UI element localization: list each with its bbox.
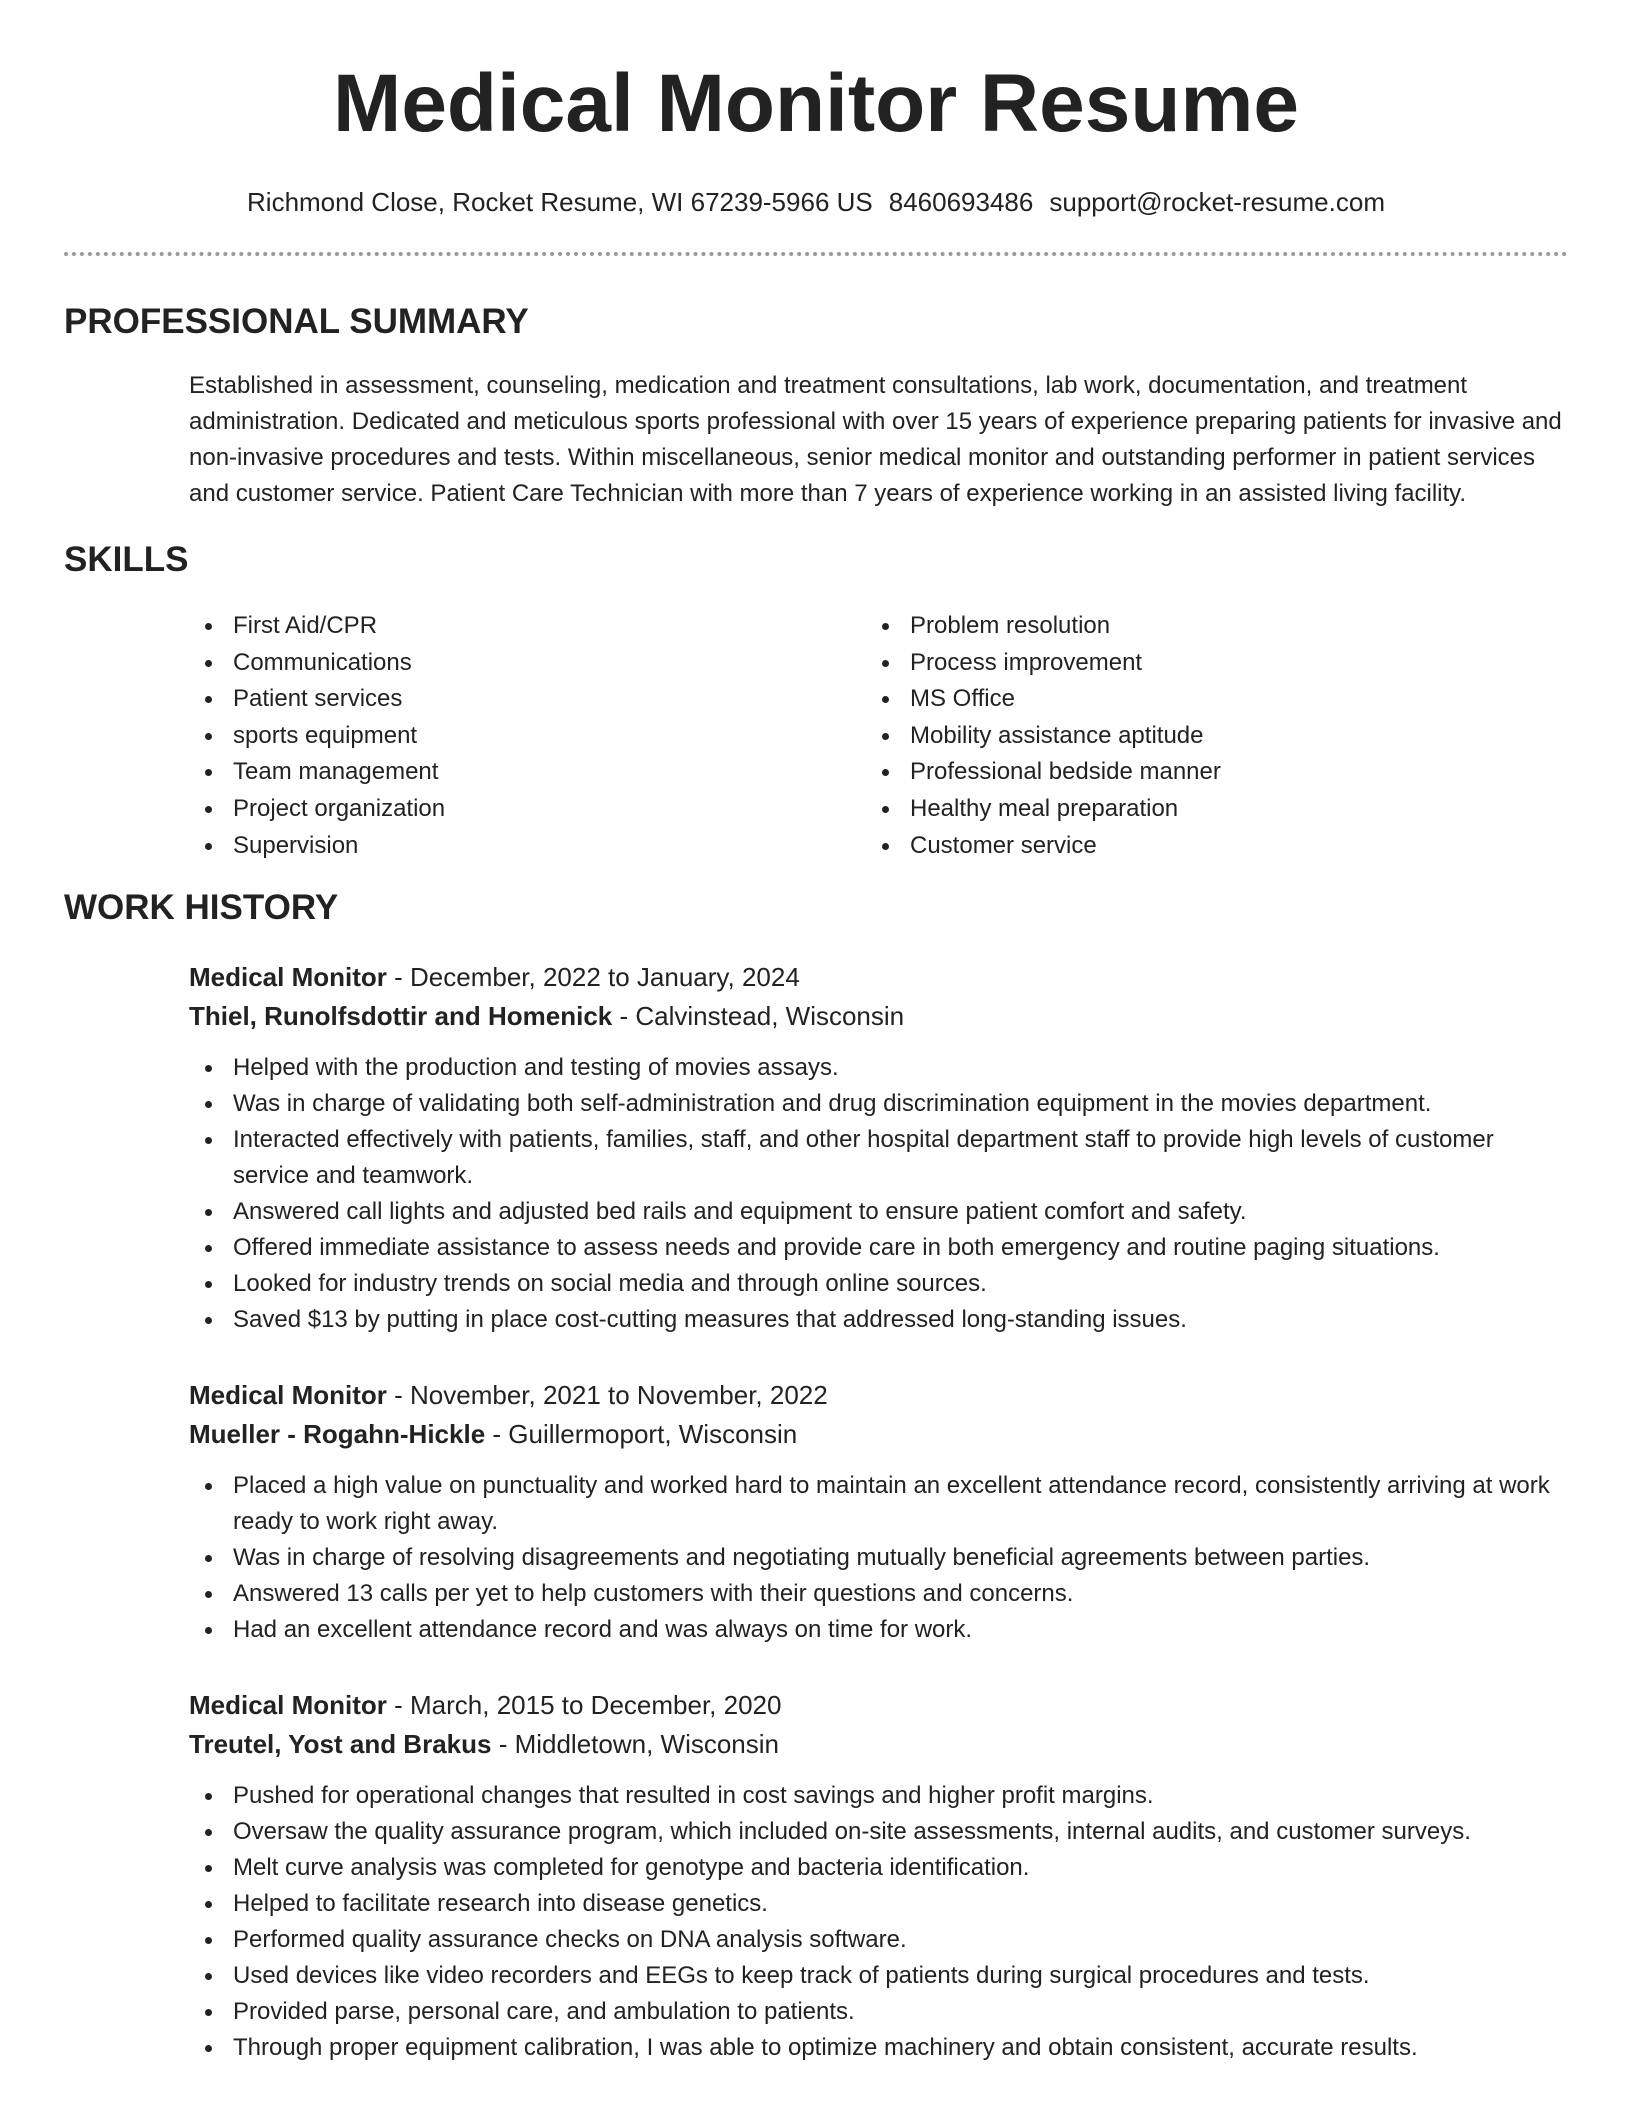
job-bullet: Helped to facilitate research into disease genetics. bbox=[233, 1886, 1568, 1922]
contact-address: Richmond Close, Rocket Resume, WI 67239-5966 US bbox=[247, 187, 873, 217]
contact-phone: 8460693486 bbox=[888, 187, 1034, 217]
job-company-line bbox=[189, 1415, 1568, 1454]
job-bullets bbox=[189, 1468, 1568, 1648]
job-title-line bbox=[189, 1376, 1568, 1415]
contact-line bbox=[64, 186, 1568, 218]
job-entry bbox=[189, 1376, 1568, 1648]
skill-item: Communications bbox=[233, 645, 866, 682]
skill-item: Healthy meal preparation bbox=[910, 791, 1543, 828]
job-bullet: Had an excellent attendance record and was always on time for work. bbox=[233, 1612, 1568, 1648]
job-bullet: Pushed for operational changes that resulted in cost savings and higher profit margins. bbox=[233, 1778, 1568, 1814]
job-title: Medical Monitor bbox=[189, 1690, 387, 1721]
summary-heading: PROFESSIONAL SUMMARY bbox=[64, 302, 529, 341]
skill-item: Professional bedside manner bbox=[910, 754, 1543, 791]
job-bullet: Offered immediate assistance to assess needs and provide care in both emergency and routine paging situations. bbox=[233, 1230, 1568, 1266]
skills-column-left bbox=[189, 608, 866, 864]
job-dates: - March, 2015 to December, 2020 bbox=[386, 1690, 782, 1721]
contact-email: support@rocket-resume.com bbox=[1049, 187, 1385, 217]
resume-title: Medical Monitor Resume bbox=[333, 58, 1299, 149]
job-dates: - December, 2022 to January, 2024 bbox=[386, 962, 800, 993]
job-dates: - November, 2021 to November, 2022 bbox=[386, 1380, 828, 1411]
header-divider bbox=[64, 252, 1568, 256]
job-title-line bbox=[189, 1686, 1568, 1725]
skill-item: MS Office bbox=[910, 681, 1543, 718]
summary-text: Established in assessment, counseling, medication and treatment consultations, lab work, documentation, and treatment administration. Dedicated and meticulous sports professional with over 15 years of experience preparing patients for invasive and non-invasive procedures and tests. Within miscellaneous, senior medical monitor and outstanding performer in patient services and customer service. Patient Care Technician with more than 7 years of experience working in an assisted living facility. bbox=[189, 372, 1562, 507]
job-bullet: Provided parse, personal care, and ambulation to patients. bbox=[233, 1994, 1568, 2030]
job-bullet: Was in charge of resolving disagreements and negotiating mutually beneficial agreements between parties. bbox=[233, 1540, 1568, 1576]
job-bullet: Answered call lights and adjusted bed rails and equipment to ensure patient comfort and safety. bbox=[233, 1194, 1568, 1230]
job-bullet: Oversaw the quality assurance program, which included on-site assessments, internal audits, and customer surveys. bbox=[233, 1814, 1568, 1850]
job-bullet: Answered 13 calls per yet to help customers with their questions and concerns. bbox=[233, 1576, 1568, 1612]
job-bullet: Through proper equipment calibration, I was able to optimize machinery and obtain consistent, accurate results. bbox=[233, 2030, 1568, 2066]
skill-item: Patient services bbox=[233, 681, 866, 718]
job-bullet: Was in charge of validating both self-administration and drug discrimination equipment in the movies department. bbox=[233, 1086, 1568, 1122]
skill-item: sports equipment bbox=[233, 718, 866, 755]
job-title-line bbox=[189, 958, 1568, 997]
job-bullet: Looked for industry trends on social media and through online sources. bbox=[233, 1266, 1568, 1302]
job-bullet: Saved $13 by putting in place cost-cutting measures that addressed long-standing issues. bbox=[233, 1302, 1568, 1338]
job-title: Medical Monitor bbox=[189, 1380, 387, 1411]
skills-grid bbox=[189, 608, 1568, 864]
work-history-heading: WORK HISTORY bbox=[64, 888, 339, 928]
job-bullet: Helped with the production and testing of movies assays. bbox=[233, 1050, 1568, 1086]
job-company: Thiel, Runolfsdottir and Homenick bbox=[189, 1001, 613, 1032]
job-bullet: Performed quality assurance checks on DNA analysis software. bbox=[233, 1922, 1568, 1958]
job-bullet: Melt curve analysis was completed for genotype and bacteria identification. bbox=[233, 1850, 1568, 1886]
skill-item: Process improvement bbox=[910, 645, 1543, 682]
skill-item: Problem resolution bbox=[910, 608, 1543, 645]
job-bullet: Placed a high value on punctuality and worked hard to maintain an excellent attendance record, consistently arriving at work ready to work right away. bbox=[233, 1468, 1568, 1540]
skill-item: Project organization bbox=[233, 791, 866, 828]
job-bullets bbox=[189, 1778, 1568, 2066]
skill-item: Supervision bbox=[233, 828, 866, 865]
job-title: Medical Monitor bbox=[189, 962, 387, 993]
skill-item: Mobility assistance aptitude bbox=[910, 718, 1543, 755]
job-company: Mueller - Rogahn-Hickle bbox=[189, 1419, 486, 1450]
job-company-line bbox=[189, 997, 1568, 1036]
job-location: - Guillermoport, Wisconsin bbox=[485, 1419, 798, 1450]
job-location: - Calvinstead, Wisconsin bbox=[612, 1001, 905, 1032]
skill-item: First Aid/CPR bbox=[233, 608, 866, 645]
skill-item: Team management bbox=[233, 754, 866, 791]
job-bullet: Used devices like video recorders and EEGs to keep track of patients during surgical procedures and tests. bbox=[233, 1958, 1568, 1994]
job-company: Treutel, Yost and Brakus bbox=[189, 1729, 492, 1760]
job-entry bbox=[189, 1686, 1568, 2066]
job-bullets bbox=[189, 1050, 1568, 1338]
job-bullet: Interacted effectively with patients, families, staff, and other hospital department staff to provide high levels of customer service and teamwork. bbox=[233, 1122, 1568, 1194]
job-location: - Middletown, Wisconsin bbox=[491, 1729, 780, 1760]
job-company-line bbox=[189, 1725, 1568, 1764]
job-entry bbox=[189, 958, 1568, 1338]
skill-item: Customer service bbox=[910, 828, 1543, 865]
skills-column-right bbox=[866, 608, 1543, 864]
skills-heading: SKILLS bbox=[64, 540, 189, 579]
